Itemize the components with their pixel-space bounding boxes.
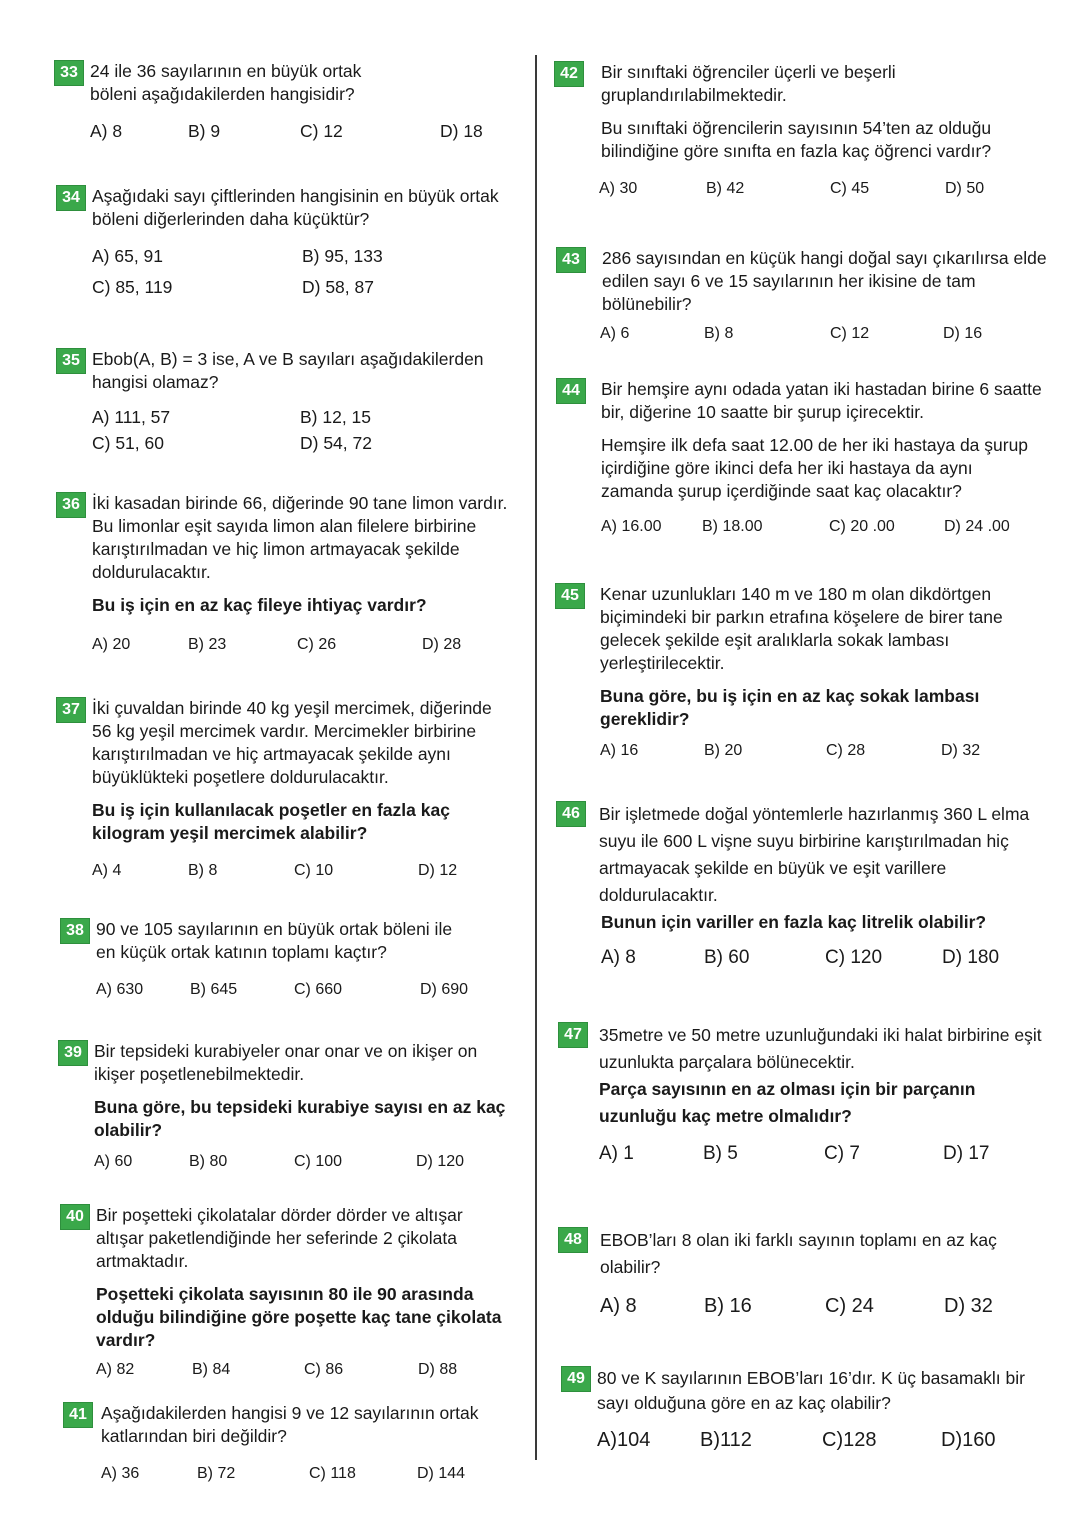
question-text: olabilir?	[600, 1257, 661, 1277]
option-b[interactable]: B) 8	[704, 325, 734, 342]
question-text: Bir poşetteki çikolatalar dörder dörder ve altışar	[96, 1205, 463, 1225]
question-text: gelecek şekilde eşit aralıklarla sokak lambası	[600, 630, 950, 650]
option-d[interactable]: D) 58, 87	[302, 277, 374, 297]
question-text: Aşağıdaki sayı çiftlerinden hangisinin en büyük ortak	[92, 186, 499, 206]
option-a[interactable]: A) 65, 91	[92, 246, 164, 266]
question-text: katlarından biri değildir?	[101, 1426, 287, 1446]
option-c[interactable]: C) 28	[826, 742, 866, 759]
option-b[interactable]: B) 16	[704, 1295, 752, 1317]
question-text: İki kasadan birinde 66, diğerinde 90 tane limon vardır.	[92, 493, 508, 513]
option-d[interactable]: D) 12	[418, 862, 458, 879]
question-37	[56, 697, 526, 885]
question-number-badge: 45	[555, 583, 585, 609]
question-text: Bu limonlar eşit sayıda limon alan filelere birbirine	[92, 516, 477, 536]
option-b[interactable]: B) 645	[190, 981, 238, 998]
question-text: Bir sınıftaki öğrenciler üçerli ve beşerli	[601, 62, 896, 82]
option-c[interactable]: C) 45	[830, 180, 870, 197]
question-46	[556, 801, 1064, 974]
option-b[interactable]: B) 12, 15	[300, 407, 372, 427]
option-b[interactable]: B) 95, 133	[302, 246, 383, 266]
option-b[interactable]: B) 18.00	[702, 518, 763, 535]
option-c[interactable]: C) 51, 60	[92, 433, 164, 453]
question-text: 90 ve 105 sayılarının en büyük ortak böleni ile	[96, 919, 453, 939]
question-number-badge: 41	[63, 1402, 93, 1428]
question-text: karıştırılmadan ve hiç limon artmayacak şekilde	[92, 539, 460, 559]
option-a[interactable]: A) 4	[92, 862, 122, 879]
option-b[interactable]: B) 60	[704, 947, 750, 968]
question-text: 80 ve K sayılarının EBOB’ları 16’dır. K üç basamaklı bir	[597, 1368, 1025, 1388]
option-a[interactable]: A) 8	[600, 1295, 637, 1317]
question-text: yerleştirilecektir.	[600, 653, 725, 673]
question-41	[63, 1402, 526, 1488]
option-d[interactable]: D) 16	[943, 325, 983, 342]
question-47	[558, 1022, 1064, 1170]
option-d[interactable]: D) 17	[943, 1143, 990, 1164]
option-d[interactable]: D) 144	[417, 1465, 466, 1482]
option-d[interactable]: D) 50	[945, 180, 985, 197]
option-d[interactable]: D) 690	[420, 981, 469, 998]
option-a[interactable]: A) 16.00	[601, 518, 662, 535]
question-text: böleni diğerlerinden daha küçüktür?	[92, 209, 370, 229]
question-42	[554, 61, 1064, 203]
option-b[interactable]: B) 8	[188, 862, 218, 879]
question-text: doldurulacaktır.	[599, 885, 718, 905]
option-d[interactable]: D) 18	[440, 121, 483, 141]
question-text: altışar paketlendiğinde her seferinde 2 çikolata	[96, 1228, 457, 1248]
question-text: artmaktadır.	[96, 1251, 189, 1271]
question-prompt: Bunun için variller en fazla kaç litrelik olabilir?	[601, 912, 987, 932]
option-c[interactable]: C) 118	[309, 1465, 356, 1482]
question-number-badge: 37	[56, 697, 86, 723]
question-text: sayı olduğuna göre en az kaç olabilir?	[597, 1393, 891, 1413]
question-number-badge: 46	[556, 801, 586, 827]
option-a[interactable]: A) 8	[601, 947, 636, 968]
question-number-badge: 49	[561, 1366, 591, 1392]
option-b[interactable]: B) 84	[192, 1361, 231, 1378]
option-a[interactable]: A)104	[597, 1429, 651, 1451]
question-number-badge: 33	[54, 60, 84, 86]
question-34	[56, 185, 526, 307]
question-prompt: olabilir?	[94, 1120, 163, 1140]
question-text: karıştırılmadan ve hiç artmayacak şekilde aynı	[92, 744, 451, 764]
option-b[interactable]: B)112	[700, 1429, 752, 1451]
question-text: Bir işletmede doğal yöntemlerle hazırlanmış 360 L elma	[599, 804, 1030, 824]
question-text: bölünebilir?	[602, 294, 692, 314]
option-d[interactable]: D) 88	[418, 1361, 458, 1378]
question-prompt: gereklidir?	[600, 709, 690, 729]
question-text: artmayacak şekilde en büyük ve eşit varillere	[599, 858, 947, 878]
question-44	[556, 378, 1064, 541]
question-text: Bir tepsideki kurabiyeler onar onar ve on ikişer on	[94, 1041, 478, 1061]
question-text: Kenar uzunlukları 140 m ve 180 m olan dikdörtgen	[600, 584, 992, 604]
option-c[interactable]: C) 120	[825, 947, 883, 968]
question-49	[561, 1366, 1064, 1458]
option-d[interactable]: D) 180	[942, 947, 1000, 968]
question-text: içirdiğine göre ikinci defa her iki hastaya da aynı	[601, 458, 973, 478]
question-text: Bir hemşire aynı odada yatan iki hastadan birine 6 saatte	[601, 379, 1042, 399]
option-d[interactable]: D) 24 .00	[944, 518, 1010, 535]
question-number-badge: 36	[56, 492, 86, 518]
option-a[interactable]: A) 630	[96, 981, 144, 998]
question-text: 56 kg yeşil mercimek vardır. Mercimekler birbirine	[92, 721, 477, 741]
option-c[interactable]: C) 24	[825, 1295, 874, 1317]
option-b[interactable]: B) 20	[704, 742, 743, 759]
option-b[interactable]: B) 5	[703, 1143, 738, 1164]
option-d[interactable]: D) 54, 72	[300, 433, 372, 453]
question-36	[56, 492, 526, 659]
question-text: bir, diğerine 10 saatte bir şurup içirecektir.	[601, 402, 924, 422]
question-text: gruplandırılabilmektedir.	[601, 85, 787, 105]
question-text: İki çuvaldan birinde 40 kg yeşil mercimek, diğerinde	[92, 698, 492, 718]
question-text: Bu sınıftaki öğrencilerin sayısının 54’ten az olduğu	[601, 118, 992, 138]
question-text: suyu ile 600 L vişne suyu birbirine karıştırılmadan hiç	[599, 831, 1009, 851]
question-45	[555, 583, 1064, 765]
option-d[interactable]: D) 28	[422, 636, 462, 653]
option-c[interactable]: C)128	[822, 1429, 877, 1451]
question-text: doldurulacaktır.	[92, 562, 211, 582]
option-c[interactable]: C) 7	[824, 1143, 860, 1164]
question-prompt: vardır?	[96, 1330, 156, 1350]
option-c[interactable]: C) 20 .00	[829, 518, 895, 535]
option-a[interactable]: A) 1	[599, 1143, 634, 1164]
option-a[interactable]: A) 30	[599, 180, 638, 197]
question-39	[58, 1040, 526, 1176]
question-number-badge: 47	[558, 1022, 588, 1048]
option-b[interactable]: B) 80	[189, 1153, 228, 1170]
option-d[interactable]: D) 32	[941, 742, 981, 759]
question-number-badge: 40	[60, 1204, 90, 1230]
option-a[interactable]: A) 8	[90, 121, 123, 141]
question-38	[60, 918, 526, 1004]
option-c[interactable]: C) 10	[294, 862, 334, 879]
question-text: büyüklükteki poşetlere doldurulacaktır.	[92, 767, 389, 787]
option-a[interactable]: A) 20	[92, 636, 131, 653]
question-text: 286 sayısından en küçük hangi doğal sayı çıkarılırsa elde	[602, 248, 1047, 268]
option-a[interactable]: A) 60	[94, 1153, 133, 1170]
option-c[interactable]: C) 85, 119	[92, 277, 173, 297]
option-d[interactable]: D) 120	[416, 1153, 465, 1170]
question-48	[558, 1227, 1064, 1323]
option-d[interactable]: D)160	[941, 1429, 996, 1451]
question-35	[56, 348, 526, 458]
option-b[interactable]: B) 42	[706, 180, 745, 197]
question-prompt: Buna göre, bu iş için en az kaç sokak lambası	[600, 686, 980, 706]
option-c[interactable]: C) 12	[300, 121, 343, 141]
question-prompt: kilogram yeşil mercimek alabilir?	[92, 823, 368, 843]
option-b[interactable]: B) 72	[197, 1465, 236, 1482]
option-c[interactable]: C) 100	[294, 1153, 343, 1170]
question-text: 24 ile 36 sayılarının en büyük ortak	[90, 61, 362, 81]
question-text: ikişer poşetlenebilmektedir.	[94, 1064, 305, 1084]
option-c[interactable]: C) 660	[294, 981, 343, 998]
question-prompt: uzunluğu kaç metre olmalıdır?	[599, 1106, 852, 1126]
question-number-badge: 34	[56, 185, 86, 211]
question-number-badge: 48	[558, 1227, 588, 1253]
column-divider	[535, 55, 537, 1460]
question-text: edilen sayı 6 ve 15 sayılarının her ikisine de tam	[602, 271, 976, 291]
question-number-badge: 43	[556, 247, 586, 273]
option-a[interactable]: A) 36	[101, 1465, 140, 1482]
question-text: uzunlukta parçalara bölünecektir.	[599, 1052, 855, 1072]
question-text: böleni aşağıdakilerden hangisidir?	[90, 84, 355, 104]
question-prompt: Bu iş için en az kaç fileye ihtiyaç vardır?	[92, 595, 427, 615]
question-prompt: Poşetteki çikolata sayısının 80 ile 90 arasında	[96, 1284, 474, 1304]
option-a[interactable]: A) 82	[96, 1361, 135, 1378]
option-b[interactable]: B) 23	[188, 636, 227, 653]
question-text: bilindiğine göre sınıfta en fazla kaç öğrenci vardır?	[601, 141, 992, 161]
question-text: EBOB’ları 8 olan iki farklı sayının toplamı en az kaç	[600, 1230, 997, 1250]
question-prompt: olduğu bilindiğine göre poşette kaç tane çikolata	[96, 1307, 502, 1327]
question-number-badge: 38	[60, 918, 90, 944]
question-text: 35metre ve 50 metre uzunluğundaki iki halat birbirine eşit	[599, 1025, 1042, 1045]
question-text: hangisi olamaz?	[92, 372, 219, 392]
option-c[interactable]: C) 26	[297, 636, 337, 653]
option-c[interactable]: C) 12	[830, 325, 870, 342]
question-number-badge: 35	[56, 348, 86, 374]
question-number-badge: 42	[554, 61, 584, 87]
question-text: en küçük ortak katının toplamı kaçtır?	[96, 942, 387, 962]
question-prompt: Parça sayısının en az olması için bir parçanın	[599, 1079, 976, 1099]
question-text: Ebob(A, B) = 3 ise, A ve B sayıları aşağıdakilerden	[92, 349, 484, 369]
option-a[interactable]: A) 111, 57	[92, 407, 171, 427]
question-text: Aşağıdakilerden hangisi 9 ve 12 sayılarının ortak	[101, 1403, 479, 1423]
question-text: zamanda şurup içerdiğinde saat kaç olacaktır?	[601, 481, 962, 501]
option-d[interactable]: D) 32	[944, 1295, 993, 1317]
option-b[interactable]: B) 9	[188, 121, 221, 141]
question-40	[60, 1204, 526, 1384]
question-prompt: Buna göre, bu tepsideki kurabiye sayısı en az kaç	[94, 1097, 506, 1117]
question-text: Hemşire ilk defa saat 12.00 de her iki hastaya da şurup	[601, 435, 1029, 455]
question-text: biçimindeki bir parkın etrafına köşelere de birer tane	[600, 607, 1003, 627]
question-43	[556, 247, 1064, 348]
option-c[interactable]: C) 86	[304, 1361, 344, 1378]
question-prompt: Bu iş için kullanılacak poşetler en fazla kaç	[92, 800, 450, 820]
question-33	[54, 60, 524, 146]
question-number-badge: 44	[556, 378, 586, 404]
option-a[interactable]: A) 6	[600, 325, 630, 342]
option-a[interactable]: A) 16	[600, 742, 639, 759]
question-number-badge: 39	[58, 1040, 88, 1066]
